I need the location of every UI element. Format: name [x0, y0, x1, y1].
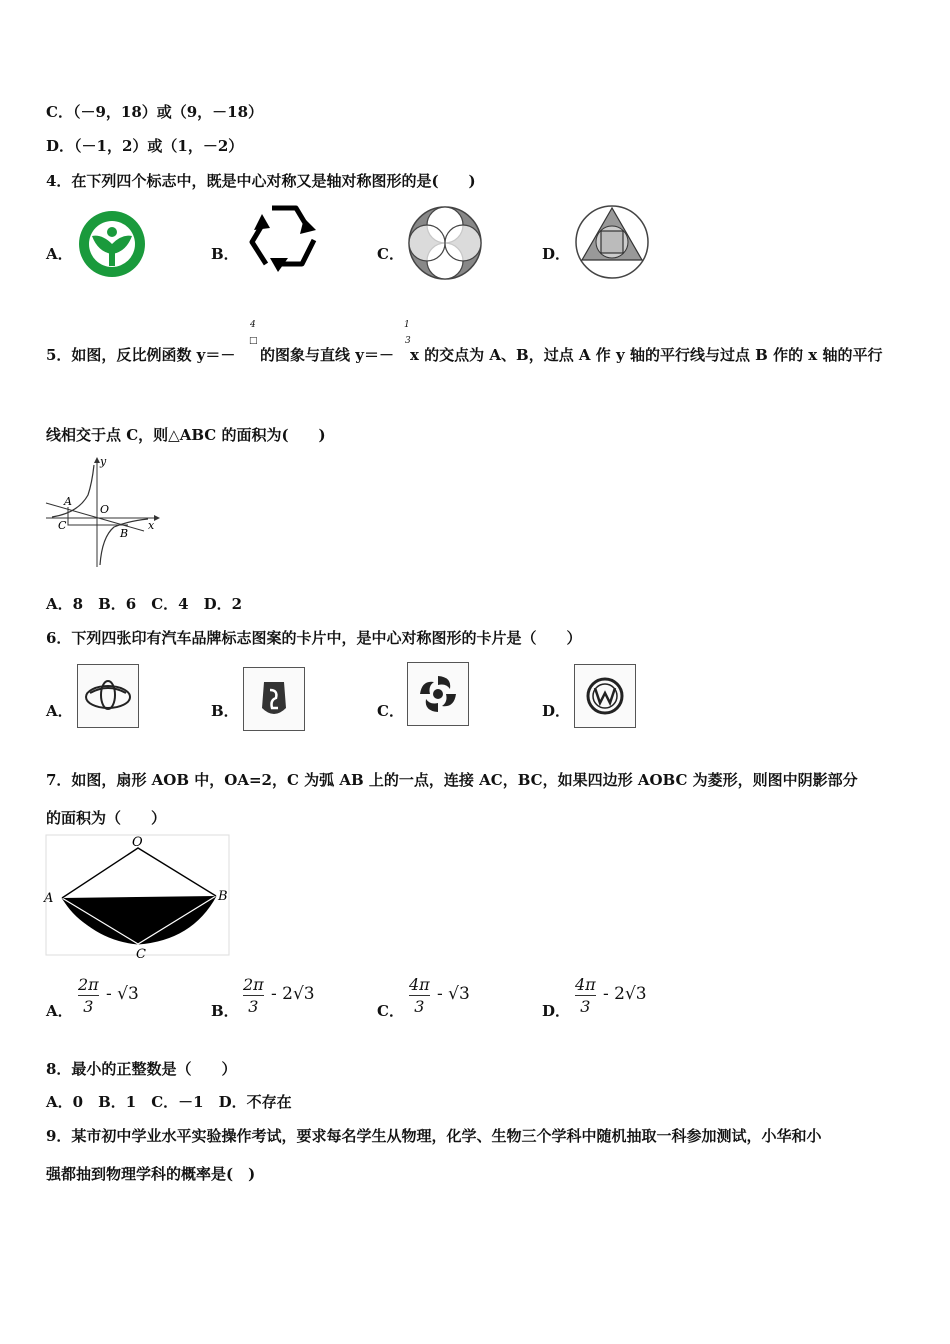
- q5-fraction1-denominator: □: [249, 336, 258, 346]
- q4-option-d-label: D．: [542, 245, 571, 263]
- q5-text-part2: 的图象与直线 y＝－: [260, 346, 394, 364]
- q5-text-part1: 5．如图，反比例函数 y＝－: [46, 346, 236, 364]
- q7-label-b: B: [218, 889, 228, 904]
- q4-text: 4．在下列四个标志中，既是中心对称又是轴对称图形的是( ): [46, 172, 476, 190]
- q6-option-c-label: C．: [377, 702, 404, 720]
- swirl-logo-icon: [408, 663, 468, 725]
- green-food-logo-icon: [76, 208, 148, 280]
- q7-text-line2: 的面积为（ ）: [46, 809, 167, 827]
- q5-text-part3: x 的交点为 A、B，过点 A 作 y 轴的平行线与过点 B 作的 x 轴的平行: [410, 346, 883, 364]
- q7-option-a-rest: - √3: [106, 984, 139, 1004]
- shield-badge-logo-icon: [244, 668, 304, 730]
- q7-option-b-rest: - 2√3: [271, 984, 315, 1004]
- q6-option-d-label: D．: [542, 702, 571, 720]
- vw-logo-icon: [575, 665, 635, 727]
- q5-graph-b-label: B: [120, 527, 129, 540]
- q5-graph-x-label: x: [148, 519, 155, 532]
- q5-fraction2-denominator: 3: [405, 336, 411, 346]
- q6-option-b-label: B．: [211, 702, 239, 720]
- q7-option-d-denominator: 3: [580, 997, 591, 1016]
- q5-answer-options: A．8 B．6 C．4 D．2: [46, 595, 243, 613]
- q6-card-a: [77, 664, 139, 728]
- q7-sector-figure: [42, 834, 232, 960]
- q7-option-a-fraction: [78, 975, 99, 1016]
- q5-graph-o-label: O: [100, 503, 110, 516]
- q5-fraction1-numerator: 4: [250, 320, 256, 330]
- recycle-logo-icon: [242, 200, 326, 280]
- q8-answer-options: A．0 B．1 C．－1 D．不存在: [46, 1093, 292, 1111]
- q3-option-c: C．（－9，18）或（9，－18）: [46, 103, 264, 121]
- q9-text-line2: 强都抽到物理学科的概率是( ): [46, 1165, 256, 1183]
- q7-option-c-numerator: 4π: [409, 975, 430, 994]
- q7-option-d-rest: - 2√3: [603, 984, 647, 1004]
- q5-graph-c-label: C: [58, 519, 67, 532]
- four-circles-logo-icon: [407, 205, 483, 281]
- q8-text: 8．最小的正整数是（ ）: [46, 1060, 237, 1078]
- q7-option-c-rest: - √3: [437, 984, 470, 1004]
- q7-option-b-label: B．: [211, 1002, 239, 1020]
- q5-fraction2-numerator: 1: [404, 320, 410, 330]
- q7-text-line1: 7．如图，扇形 AOB 中，OA=2，C 为弧 AB 上的一点，连接 AC，BC，如果四边形 AOBC 为菱形，则图中阴影部分: [46, 771, 858, 789]
- q7-option-c-fraction: [409, 975, 430, 1016]
- q6-card-b: [243, 667, 305, 731]
- q7-option-d-fraction: [575, 975, 596, 1016]
- q5-graph-a-label: A: [64, 495, 72, 508]
- q5-text-line2: 线相交于点 C，则△ABC 的面积为( ): [46, 426, 326, 444]
- q7-option-a-label: A．: [46, 1002, 73, 1020]
- q7-label-o: O: [132, 835, 143, 850]
- triangle-square-circle-logo-icon: [574, 204, 650, 280]
- q4-option-b-label: B．: [211, 245, 239, 263]
- q4-option-a-label: A．: [46, 245, 73, 263]
- q4-option-c-label: C．: [377, 245, 404, 263]
- q6-card-c: [407, 662, 469, 726]
- q3-option-d: D．（－1，2）或（1，－2）: [46, 137, 244, 155]
- q7-option-a-numerator: 2π: [78, 975, 99, 994]
- q7-option-d-label: D．: [542, 1002, 571, 1020]
- q7-option-d-numerator: 4π: [575, 975, 596, 994]
- q6-option-a-label: A．: [46, 702, 73, 720]
- q5-hyperbola-graph: [44, 455, 164, 570]
- q7-option-b-denominator: 3: [248, 997, 259, 1016]
- q9-text-line1: 9．某市初中学业水平实验操作考试，要求每名学生从物理，化学、生物三个学科中随机抽取一科参加测试，小华和小: [46, 1127, 822, 1145]
- toyota-style-logo-icon: [78, 665, 138, 727]
- q7-option-a-denominator: 3: [83, 997, 94, 1016]
- q7-option-c-denominator: 3: [414, 997, 425, 1016]
- q6-card-d: [574, 664, 636, 728]
- q7-option-c-label: C．: [377, 1002, 404, 1020]
- q7-option-b-numerator: 2π: [243, 975, 264, 994]
- q5-graph-y-label: y: [100, 455, 107, 468]
- q7-label-c: C: [136, 947, 146, 960]
- q6-text: 6．下列四张印有汽车品牌标志图案的卡片中，是中心对称图形的卡片是（ ）: [46, 629, 582, 647]
- q7-label-a: A: [44, 891, 54, 906]
- q7-option-b-fraction: [243, 975, 264, 1016]
